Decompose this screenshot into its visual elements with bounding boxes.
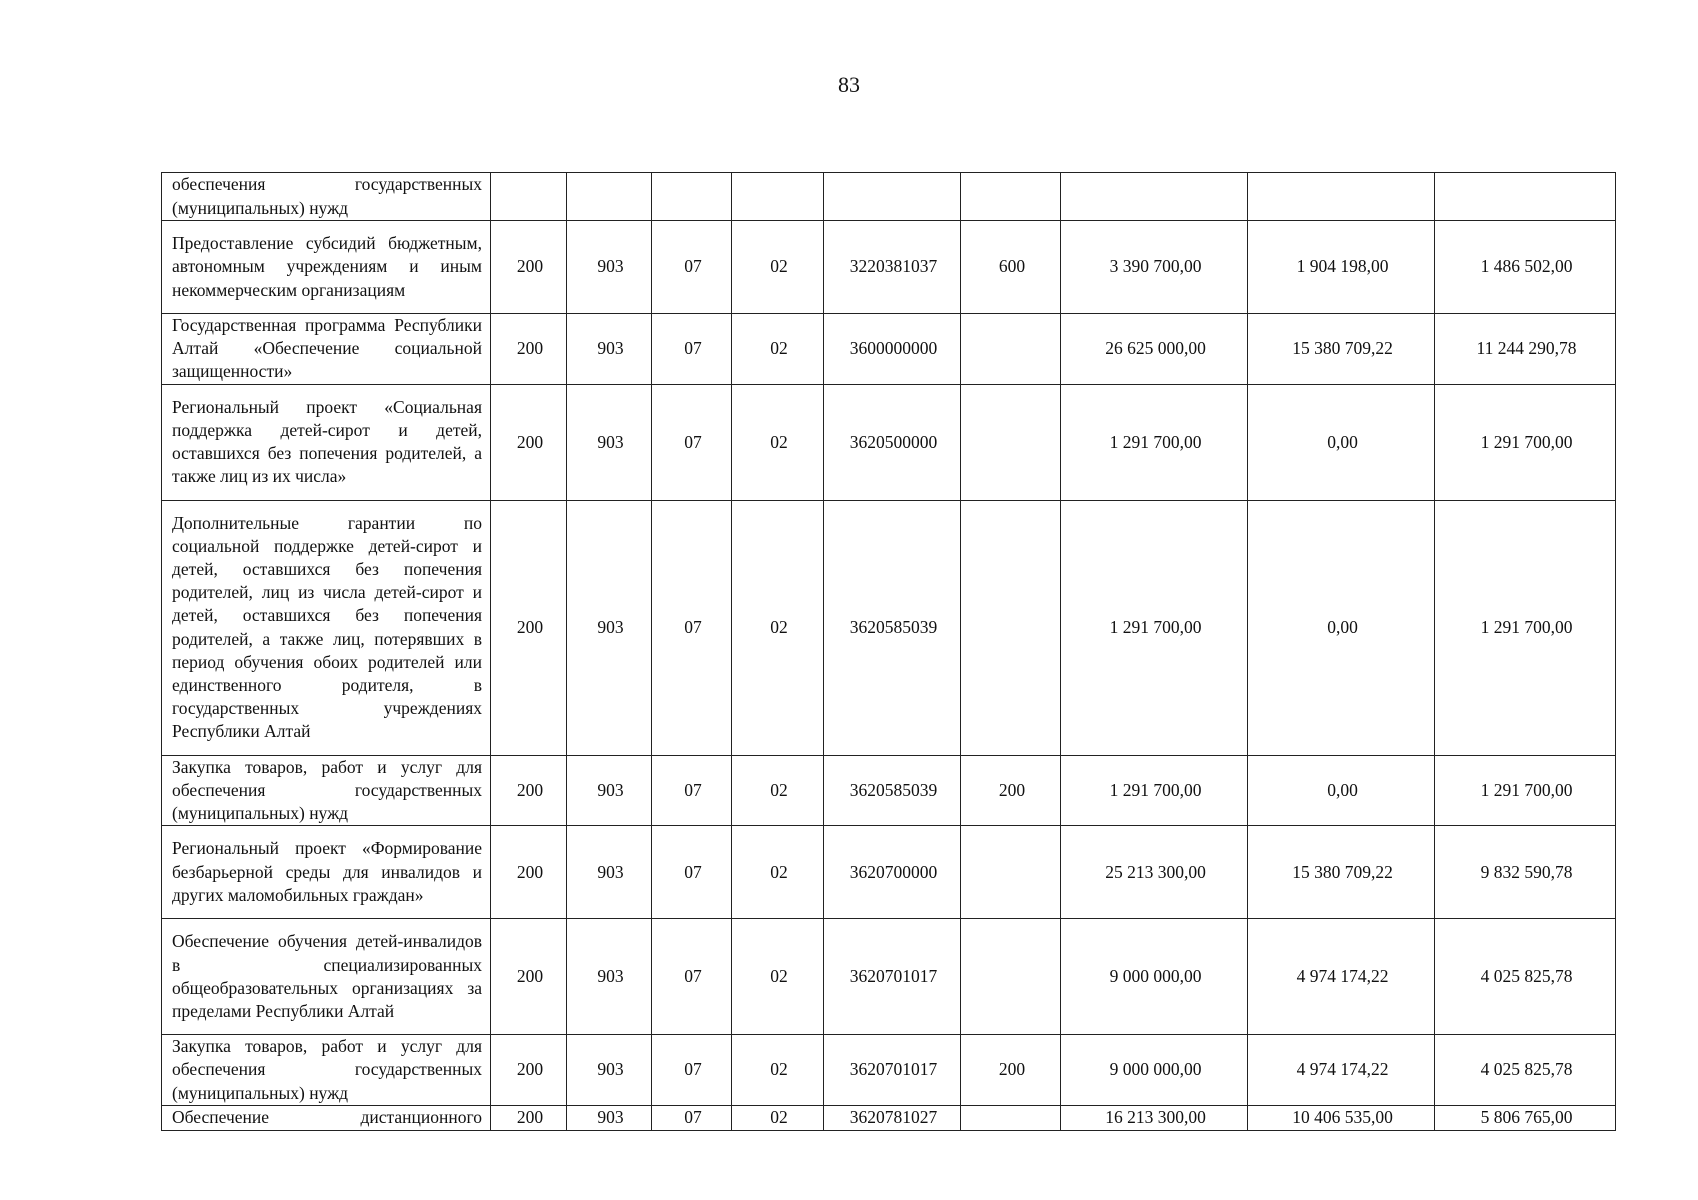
expense-type-cell: 600 [961,221,1061,314]
table-row [162,755,1616,826]
code-cell-1 [491,173,567,221]
expenditure-name-cell: Обеспечение обучения детей-инвалидов в специализированных общеобразовательных организациях за пределами Республики Алтай [162,919,491,1035]
amount-cell-2 [1248,173,1435,221]
expenditure-name-cell: Закупка товаров, работ и услуг для обеспечения государственных (муниципальных) нужд [162,755,491,826]
expenditure-name-cell: Региональный проект «Социальная поддержка детей-сирот и детей, оставшихся без попечения родителей, а также лиц из их числа» [162,384,491,500]
expense-type-cell [961,314,1061,385]
section-code-cell: 07 [652,500,732,755]
ministry-code-cell: 903 [567,314,652,385]
table-row [162,173,1616,221]
section-code-cell: 07 [652,826,732,919]
subsection-code-cell: 02 [732,221,824,314]
amount-cell-2: 15 380 709,22 [1248,826,1435,919]
subsection-code-cell: 02 [732,1105,824,1130]
amount-cell-1: 9 000 000,00 [1061,1035,1248,1106]
ministry-code-cell: 903 [567,221,652,314]
section-code-cell: 07 [652,755,732,826]
amount-cell-3: 1 291 700,00 [1435,500,1616,755]
expenditure-name-cell: Государственная программа Республики Алтай «Обеспечение социальной защищенности» [162,314,491,385]
table-row [162,221,1616,314]
amount-cell-2: 10 406 535,00 [1248,1105,1435,1130]
amount-cell-2: 1 904 198,00 [1248,221,1435,314]
expense-type-cell [961,1105,1061,1130]
target-article-cell: 3620701017 [824,1035,961,1106]
amount-cell-2: 0,00 [1248,384,1435,500]
amount-cell-1: 25 213 300,00 [1061,826,1248,919]
amount-cell-1 [1061,173,1248,221]
subsection-code-cell: 02 [732,500,824,755]
ministry-code-cell [567,173,652,221]
expense-type-cell [961,919,1061,1035]
target-article-cell: 3620585039 [824,755,961,826]
expense-type-cell [961,500,1061,755]
ministry-code-cell: 903 [567,384,652,500]
amount-cell-3: 5 806 765,00 [1435,1105,1616,1130]
amount-cell-1: 9 000 000,00 [1061,919,1248,1035]
code-cell-1: 200 [491,1105,567,1130]
target-article-cell: 3620700000 [824,826,961,919]
target-article-cell [824,173,961,221]
table-row [162,826,1616,919]
section-code-cell: 07 [652,1105,732,1130]
table-row [162,314,1616,385]
table-row [162,1035,1616,1106]
expenditure-name-cell: Региональный проект «Формирование безбарьерной среды для инвалидов и других маломобильных граждан» [162,826,491,919]
amount-cell-2: 4 974 174,22 [1248,919,1435,1035]
subsection-code-cell: 02 [732,1035,824,1106]
ministry-code-cell: 903 [567,826,652,919]
amount-cell-2: 4 974 174,22 [1248,1035,1435,1106]
code-cell-1: 200 [491,826,567,919]
section-code-cell: 07 [652,314,732,385]
section-code-cell [652,173,732,221]
subsection-code-cell [732,173,824,221]
amount-cell-3: 4 025 825,78 [1435,1035,1616,1106]
target-article-cell: 3220381037 [824,221,961,314]
expenditure-name-cell: обеспечения государственных (муниципальных) нужд [162,173,491,221]
amount-cell-3 [1435,173,1616,221]
subsection-code-cell: 02 [732,755,824,826]
amount-cell-2: 0,00 [1248,500,1435,755]
code-cell-1: 200 [491,314,567,385]
expense-type-cell [961,384,1061,500]
code-cell-1: 200 [491,919,567,1035]
amount-cell-2: 0,00 [1248,755,1435,826]
code-cell-1: 200 [491,1035,567,1106]
amount-cell-3: 1 291 700,00 [1435,755,1616,826]
expense-type-cell [961,173,1061,221]
table-row [162,500,1616,755]
amount-cell-3: 9 832 590,78 [1435,826,1616,919]
amount-cell-1: 16 213 300,00 [1061,1105,1248,1130]
amount-cell-1: 1 291 700,00 [1061,500,1248,755]
subsection-code-cell: 02 [732,384,824,500]
section-code-cell: 07 [652,384,732,500]
target-article-cell: 3600000000 [824,314,961,385]
code-cell-1: 200 [491,755,567,826]
expenditure-name-cell: Обеспечение дистанционного [162,1105,491,1130]
subsection-code-cell: 02 [732,826,824,919]
amount-cell-1: 1 291 700,00 [1061,384,1248,500]
expense-type-cell: 200 [961,1035,1061,1106]
section-code-cell: 07 [652,1035,732,1106]
amount-cell-1: 26 625 000,00 [1061,314,1248,385]
amount-cell-1: 3 390 700,00 [1061,221,1248,314]
amount-cell-1: 1 291 700,00 [1061,755,1248,826]
target-article-cell: 3620781027 [824,1105,961,1130]
amount-cell-3: 1 486 502,00 [1435,221,1616,314]
ministry-code-cell: 903 [567,500,652,755]
subsection-code-cell: 02 [732,314,824,385]
subsection-code-cell: 02 [732,919,824,1035]
table-row [162,384,1616,500]
target-article-cell: 3620701017 [824,919,961,1035]
amount-cell-3: 4 025 825,78 [1435,919,1616,1035]
target-article-cell: 3620500000 [824,384,961,500]
code-cell-1: 200 [491,221,567,314]
ministry-code-cell: 903 [567,1105,652,1130]
ministry-code-cell: 903 [567,1035,652,1106]
expense-type-cell: 200 [961,755,1061,826]
target-article-cell: 3620585039 [824,500,961,755]
budget-table [161,172,1616,1131]
code-cell-1: 200 [491,384,567,500]
section-code-cell: 07 [652,221,732,314]
table-row [162,919,1616,1035]
code-cell-1: 200 [491,500,567,755]
budget-table-body [162,173,1616,1131]
page-number: 83 [838,72,860,97]
ministry-code-cell: 903 [567,919,652,1035]
expenditure-name-cell: Закупка товаров, работ и услуг для обеспечения государственных (муниципальных) нужд [162,1035,491,1106]
section-code-cell: 07 [652,919,732,1035]
expenditure-name-cell: Дополнительные гарантии по социальной поддержке детей-сирот и детей, оставшихся без попечения родителей, лиц из числа детей-сирот и детей, оставшихся без попечения родителей, а также лиц, потерявших в период обучения обоих родителей или единственного родителя, в государственных учреждениях Республики Алтай [162,500,491,755]
table-row [162,1105,1616,1130]
expenditure-name-cell: Предоставление субсидий бюджетным, автономным учреждениям и иным некоммерческим организациям [162,221,491,314]
amount-cell-2: 15 380 709,22 [1248,314,1435,385]
expense-type-cell [961,826,1061,919]
amount-cell-3: 1 291 700,00 [1435,384,1616,500]
ministry-code-cell: 903 [567,755,652,826]
amount-cell-3: 11 244 290,78 [1435,314,1616,385]
